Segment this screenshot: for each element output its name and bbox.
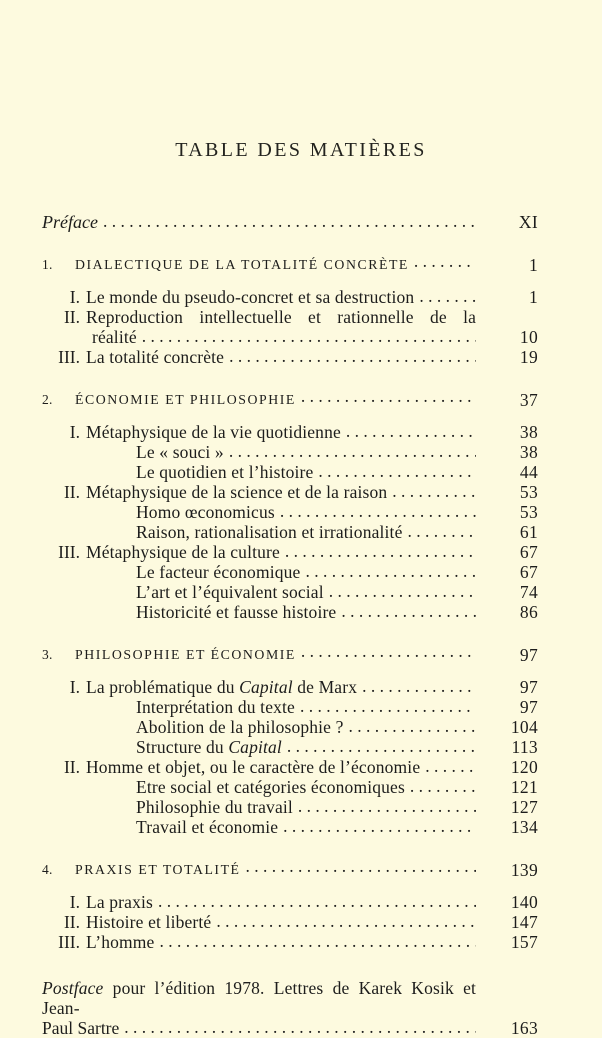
page-number: 120 — [510, 757, 538, 777]
toc-section[interactable] — [42, 422, 538, 442]
page-number: 104 — [510, 717, 538, 737]
entry-label: Métaphysique de la vie quotidienne — [86, 422, 341, 442]
entry-label: Homme et objet, ou le caractère de l’économie — [86, 757, 421, 777]
toc-section[interactable] — [42, 347, 538, 367]
entry-label: Histoire et liberté — [86, 912, 212, 932]
page-number: XI — [518, 212, 538, 232]
chapter-number: 4. — [42, 862, 53, 877]
dot-leader — [300, 696, 476, 716]
label-part: Structure du — [136, 737, 229, 757]
section-roman: I. — [69, 422, 80, 442]
page-number: 1 — [528, 287, 538, 307]
entry-label: Le quotidien et l’histoire — [136, 462, 314, 482]
page-number: 139 — [510, 860, 538, 880]
dot-leader — [283, 816, 476, 836]
label-italic-part: Capital — [239, 677, 293, 697]
dot-leader — [362, 676, 476, 696]
dot-leader — [287, 736, 476, 756]
entry-label: Etre social et catégories économiques — [136, 777, 405, 797]
page-number: 38 — [519, 442, 538, 462]
section-roman: II. — [63, 757, 80, 777]
page-number: 44 — [519, 462, 538, 482]
page-number: 61 — [519, 522, 538, 542]
dot-leader — [392, 481, 476, 501]
dot-leader — [246, 856, 476, 876]
entry-label-continuation: réalité — [92, 327, 137, 347]
page-number: 38 — [519, 422, 538, 442]
dot-leader — [301, 386, 476, 406]
toc-subsection[interactable] — [42, 717, 538, 737]
page-number: 1 — [528, 255, 538, 275]
postface-line-2: Paul Sartre — [42, 1018, 120, 1038]
entry-label: Métaphysique de la science et de la raison — [86, 482, 388, 502]
dot-leader — [318, 461, 476, 481]
entry-label: Reproduction intellectuelle et rationnelle de la — [86, 307, 476, 327]
toc-section[interactable] — [42, 287, 538, 307]
page-number: 67 — [519, 542, 538, 562]
toc-entry-postface[interactable] — [42, 978, 538, 1038]
toc-section[interactable] — [42, 912, 538, 932]
page-number: 74 — [519, 582, 538, 602]
entry-label: Philosophie du travail — [136, 797, 293, 817]
entry-label: La totalité concrète — [86, 347, 225, 367]
chapter-title: DIALECTIQUE DE LA TOTALITÉ CONCRÈTE — [75, 257, 409, 272]
entry-label: Raison, rationalisation et irrationalité — [136, 522, 403, 542]
page-number: 121 — [510, 777, 538, 797]
page-number: 67 — [519, 562, 538, 582]
page-number: 10 — [519, 327, 538, 347]
section-roman: I. — [69, 287, 80, 307]
toc-subsection[interactable] — [42, 797, 538, 817]
toc-section[interactable] — [42, 932, 538, 952]
toc-chapter-3[interactable] — [42, 643, 538, 665]
toc-subsection[interactable] — [42, 582, 538, 602]
toc-subsection[interactable] — [42, 777, 538, 797]
entry-label: Métaphysique de la culture — [86, 542, 280, 562]
dot-leader — [301, 641, 476, 661]
page-number: 53 — [519, 482, 538, 502]
label-part: La problématique du — [86, 677, 240, 697]
entry-label: L’art et l’équivalent social — [136, 582, 324, 602]
dot-leader — [124, 1017, 476, 1037]
dot-leader — [425, 756, 476, 776]
dot-leader — [103, 211, 476, 231]
dot-leader — [410, 776, 476, 796]
toc-section[interactable] — [42, 307, 538, 347]
dot-leader — [280, 501, 476, 521]
entry-label: Historicité et fausse histoire — [136, 602, 337, 622]
section-roman: III. — [58, 347, 80, 367]
dot-leader — [341, 601, 476, 621]
section-roman: I. — [69, 892, 80, 912]
page-number: 147 — [510, 912, 538, 932]
postface-text: pour l’édition 1978. Lettres de Karek Kosik et Jean- — [42, 978, 476, 1018]
entry-label: Travail et économie — [136, 817, 279, 837]
page-number: 163 — [510, 1018, 538, 1038]
toc-chapter-1[interactable] — [42, 253, 538, 275]
entry-label: Préface — [42, 212, 98, 232]
dot-leader — [298, 796, 476, 816]
entry-label — [86, 677, 357, 697]
toc-subsection[interactable] — [42, 817, 538, 837]
page-number: 97 — [519, 677, 538, 697]
dot-leader — [229, 346, 476, 366]
chapter-title: ÉCONOMIE ET PHILOSOPHIE — [75, 392, 296, 407]
dot-leader — [349, 716, 476, 736]
page-number: 134 — [510, 817, 538, 837]
dot-leader — [229, 441, 476, 461]
page-number: 127 — [510, 797, 538, 817]
dot-leader — [414, 251, 476, 271]
section-roman: II. — [63, 482, 80, 502]
page-number: 19 — [519, 347, 538, 367]
entry-label — [136, 737, 282, 757]
page-number: 53 — [519, 502, 538, 522]
dot-leader — [158, 891, 476, 911]
postface-line-1 — [42, 978, 476, 1018]
chapter-number: 1. — [42, 257, 53, 272]
section-roman: III. — [58, 932, 80, 952]
toc-section[interactable] — [42, 482, 538, 502]
page-number: 97 — [519, 645, 538, 665]
toc-section[interactable] — [42, 757, 538, 777]
page-number: 113 — [511, 737, 538, 757]
label-italic-part: Capital — [228, 737, 282, 757]
chapter-number: 2. — [42, 392, 53, 407]
page-number: 37 — [519, 390, 538, 410]
entry-label: Abolition de la philosophie ? — [136, 717, 344, 737]
entry-label: L’homme — [86, 932, 155, 952]
toc-chapter-2[interactable] — [42, 388, 538, 410]
toc-subsection[interactable] — [42, 502, 538, 522]
page-number: 97 — [519, 697, 538, 717]
toc-subsection[interactable] — [42, 737, 538, 757]
entry-label: Interprétation du texte — [136, 697, 295, 717]
entry-label: Le facteur économique — [136, 562, 301, 582]
chapter-number: 3. — [42, 647, 53, 662]
page-number: 86 — [519, 602, 538, 622]
section-roman: III. — [58, 542, 80, 562]
page-number: 140 — [510, 892, 538, 912]
toc-section[interactable] — [42, 892, 538, 912]
postface-title: Postface — [42, 978, 104, 998]
dot-leader — [305, 561, 476, 581]
section-roman: II. — [63, 307, 80, 327]
dot-leader — [419, 286, 476, 306]
toc-entry-preface[interactable] — [42, 212, 538, 232]
dot-leader — [407, 521, 476, 541]
toc-subsection[interactable] — [42, 462, 538, 482]
section-roman: I. — [69, 677, 80, 697]
dot-leader — [285, 541, 476, 561]
label-part: de Marx — [292, 677, 358, 697]
toc-entry-list — [42, 212, 538, 1038]
toc-chapter-4[interactable] — [42, 858, 538, 880]
dot-leader — [142, 326, 476, 346]
toc-section[interactable] — [42, 542, 538, 562]
page-number: 157 — [510, 932, 538, 952]
section-roman: II. — [63, 912, 80, 932]
dot-leader — [329, 581, 476, 601]
toc-section[interactable] — [42, 677, 538, 697]
dot-leader — [216, 911, 476, 931]
toc-subsection[interactable] — [42, 442, 538, 462]
entry-label: La praxis — [86, 892, 153, 912]
dot-leader — [159, 931, 476, 951]
toc-subsection[interactable] — [42, 697, 538, 717]
page-title: TABLE DES MATIÈRES — [175, 139, 427, 161]
entry-label: Le monde du pseudo-concret et sa destruction — [86, 287, 415, 307]
dot-leader — [346, 421, 476, 441]
entry-label: Le « souci » — [136, 442, 224, 462]
chapter-title: PHILOSOPHIE ET ÉCONOMIE — [75, 647, 296, 662]
toc-subsection[interactable] — [42, 522, 538, 542]
toc-subsection[interactable] — [42, 602, 538, 622]
toc-subsection[interactable] — [42, 562, 538, 582]
chapter-title: PRAXIS ET TOTALITÉ — [75, 862, 241, 877]
entry-label: Homo œconomicus — [136, 502, 275, 522]
